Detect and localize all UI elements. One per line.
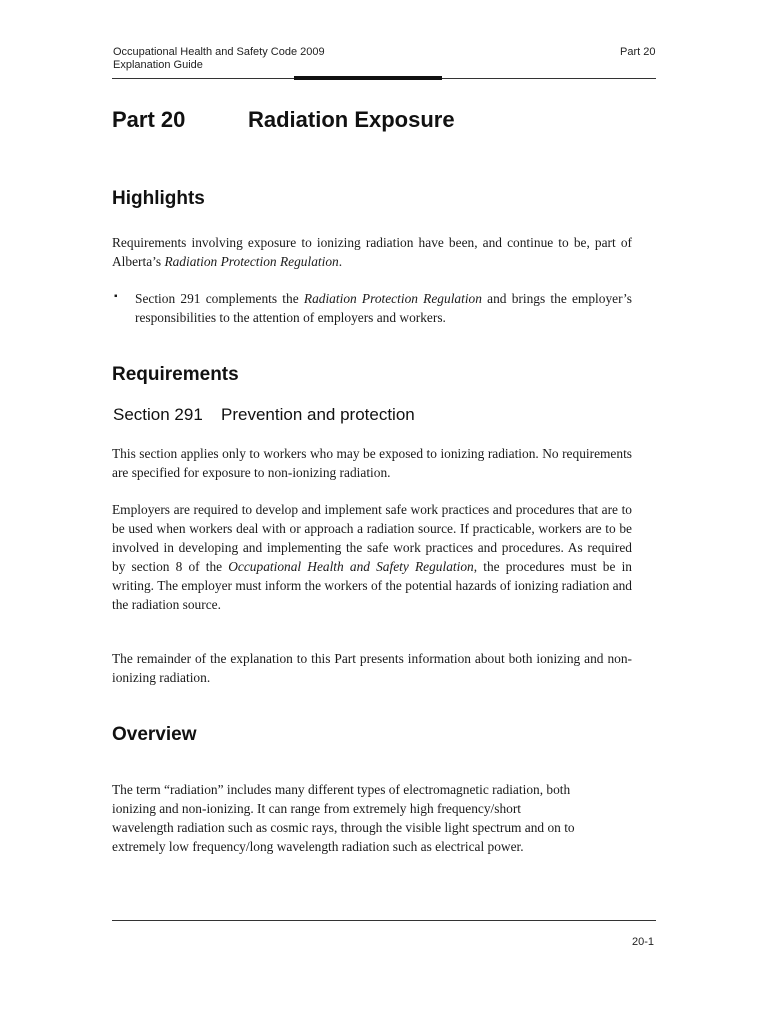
overview-line-3: wavelength radiation such as cosmic rays, through the visible light spectrum and on to <box>112 820 575 835</box>
requirements-heading: Requirements <box>112 364 239 385</box>
section-name: Prevention and protection <box>221 405 415 424</box>
overview-line-4: extremely low frequency/long wavelength radiation such as electrical power. <box>112 839 524 854</box>
requirements-paragraph-2 <box>112 500 632 614</box>
section-number: Section 291 <box>113 405 203 424</box>
header-doc-subtitle: Explanation Guide <box>113 59 203 71</box>
overview-paragraph <box>112 780 632 856</box>
overview-line-1: The term “radiation” includes many different types of electromagnetic radiation, both <box>112 782 571 797</box>
header-part-ref: Part 20 <box>620 46 656 58</box>
requirements-p2-text: Employers are required to develop and implement safe work practices and procedures that are to be used when workers deal with or approach a radiation source. If practicable, workers are to be involved in developing and implementing the safe work practices and procedures. As required by section 8 of the <box>112 502 632 574</box>
page-number: 20-1 <box>632 936 655 948</box>
overview-line-2: ionizing and non-ionizing. It can range from extremely high frequency/short <box>112 801 522 816</box>
highlights-emphasis: Radiation Protection Regulation <box>164 254 339 269</box>
part-name: Radiation Exposure <box>248 107 455 132</box>
footer-rule <box>112 920 656 921</box>
highlights-text: Requirements involving exposure to ionizing radiation have been, and continue to be, part of Alberta’s <box>112 235 632 269</box>
bullet-text-end: and brings the employer’s responsibilities to the attention of employers and workers. <box>135 291 632 325</box>
overview-heading: Overview <box>112 724 197 745</box>
highlights-bullet <box>135 289 632 327</box>
highlights-heading: Highlights <box>112 188 205 209</box>
header-rule-accent <box>294 76 442 80</box>
bullet-text: Section 291 complements the <box>135 291 304 306</box>
requirements-p2-text-end: , the procedures must be in writing. The employer must inform the workers of the potential hazards of ionizing radiation and the radiation source. <box>112 559 632 612</box>
highlights-text-end: . <box>338 254 343 269</box>
requirements-paragraph-3: The remainder of the explanation to this Part presents information about both ionizing and non-ionizing radiation. <box>112 651 632 685</box>
header-doc-title: Occupational Health and Safety Code 2009 <box>113 46 325 58</box>
part-number: Part 20 <box>112 107 186 132</box>
requirements-p2-emphasis: Occupational Health and Safety Regulation <box>228 559 474 574</box>
highlights-paragraph <box>112 233 632 271</box>
bullet-emphasis: Radiation Protection Regulation <box>303 291 482 306</box>
requirements-paragraph-1: This section applies only to workers who may be exposed to ionizing radiation. No requirements are specified for exposure to non-ionizing radiation. <box>112 446 632 480</box>
bullet-marker: ▪ <box>114 291 118 302</box>
